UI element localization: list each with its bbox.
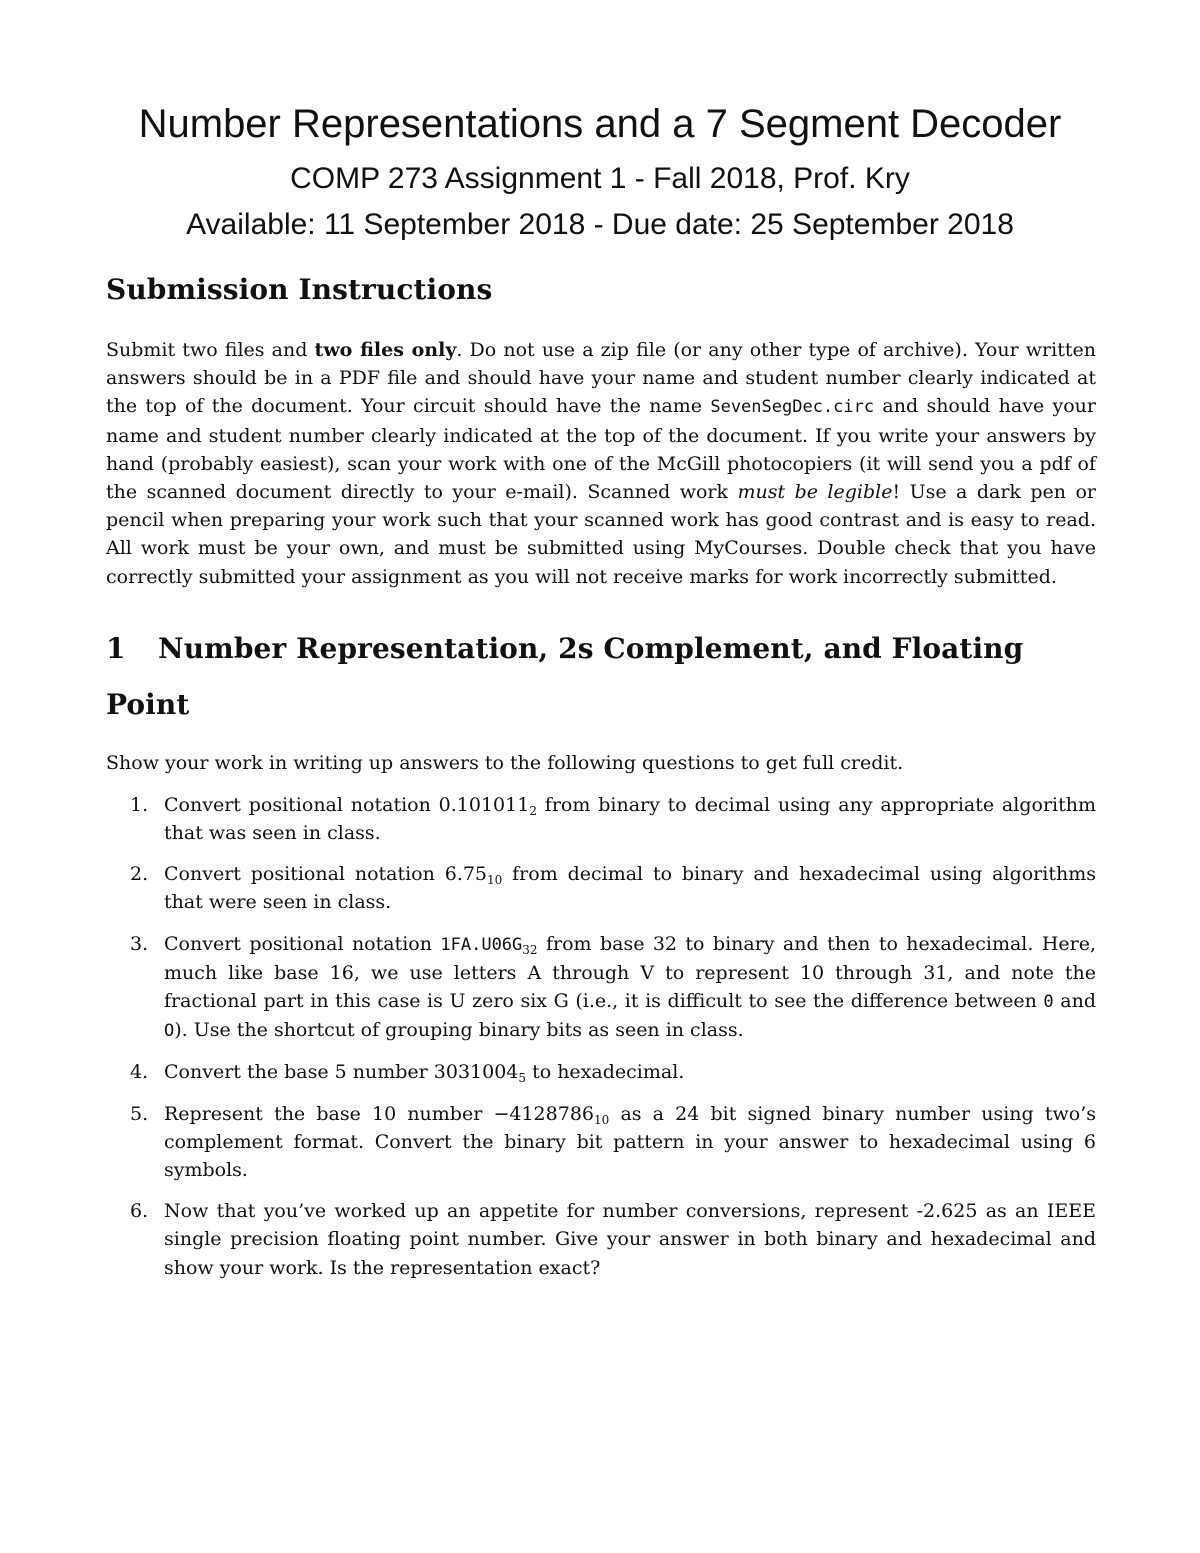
submission-text-end: ! Use a dark pen or pencil when preparing your work such that your scanned work has good contrast and is easy to read. All work must be your own, and must be submitted using MyCourses. Double check that you have correctly submitted your assignment as you will not receive marks for work incorrectly submitted.	[106, 481, 1097, 588]
question-1	[106, 791, 1096, 847]
question-2	[106, 860, 1096, 916]
question-text: ). Use the shortcut of grouping binary bits as seen in class.	[174, 1019, 744, 1042]
question-list	[106, 791, 1096, 1282]
question-number: 2.	[130, 863, 149, 886]
document-body	[106, 262, 1096, 1295]
base-subscript: 5	[518, 1071, 527, 1086]
base-subscript: 10	[594, 1112, 610, 1127]
question-text: to hexadecimal.	[526, 1061, 685, 1084]
section-intro: Show your work in writing up answers to the following questions to get full credit.	[106, 751, 904, 774]
submission-text-mid1: . Do not use a zip file (or any other type of archive). Your written answers should be in a PDF file and should have your name and student number clearly indicated at the top of the document. Your circuit should have the name	[106, 339, 1096, 418]
question-number: 4.	[130, 1061, 149, 1084]
question-5	[106, 1100, 1096, 1185]
dates-line: Available: 11 September 2018 - Due date: 25 September 2018	[186, 208, 1014, 241]
base32-number: 1FA.U06G	[440, 934, 523, 955]
submission-text-mid2: and should have your name and student number clearly indicated at the top of the document. If you write your answers by hand (probably easiest), scan your work with one of the McGill photocopiers (it will send you a pdf of the scanned document directly to your e-mail). Scanned work	[106, 395, 1096, 504]
section-title: Number Representation, 2s Complement, and Floating Point	[106, 631, 1024, 721]
question-text: from binary to decimal using any appropriate algorithm that was seen in class.	[164, 793, 1096, 845]
question-number: 1.	[130, 793, 149, 816]
question-text: as a 24 bit signed binary number using two’s complement format. Convert the binary bit pattern in your answer to hexadecimal using 6 symbols.	[164, 1102, 1096, 1182]
question-text: from decimal to binary and hexadecimal using algorithms that were seen in class.	[164, 863, 1096, 914]
circuit-filename: SevenSegDec.circ	[710, 397, 875, 418]
zero-glyph: 0	[1043, 992, 1054, 1013]
question-6	[106, 1197, 1096, 1282]
submission-paragraph	[106, 336, 1096, 591]
title-block	[0, 98, 1200, 248]
course-line: COMP 273 Assignment 1 - Fall 2018, Prof. Kry	[290, 162, 910, 195]
question-text: Convert positional notation 6.75	[164, 863, 488, 886]
base-subscript: 2	[529, 803, 537, 818]
section-number: 1	[106, 631, 126, 665]
question-text: Convert the base 5 number 3031004	[164, 1061, 519, 1084]
question-number: 5.	[130, 1102, 149, 1125]
question-text: and	[1053, 990, 1096, 1013]
base-subscript: 10	[487, 873, 503, 888]
question-text: from base 32 to binary and then to hexadecimal. Here, much like base 16, we use letters A through V to represent 10 through 31, and note the fractional part in this case is U zero six G (i.e., it is difficult to see the difference between	[164, 932, 1097, 1013]
submission-heading: Submission Instructions	[106, 273, 493, 306]
question-text: Now that you’ve worked up an appetite for number conversions, represent -2.625 as an IEEE single precision floating point number. Give your answer in both binary and hexadecimal and show your work. Is the representation exact?	[164, 1200, 1096, 1279]
submission-italic-text: must be legible	[737, 481, 893, 504]
letter-o-glyph: O	[164, 1021, 175, 1042]
question-text: Convert positional notation	[164, 932, 441, 955]
document-title: Number Representations and a 7 Segment Decoder	[138, 102, 1062, 146]
base-subscript: 32	[522, 942, 538, 957]
question-text: Convert positional notation 0.101011	[164, 793, 530, 816]
question-text: Represent the base 10 number −4128786	[164, 1102, 594, 1125]
question-number: 6.	[130, 1200, 149, 1223]
section-1-heading	[106, 621, 1096, 733]
question-4	[106, 1058, 1096, 1086]
question-number: 3.	[130, 932, 149, 955]
submission-bold-text: two files only	[314, 339, 457, 361]
question-3	[106, 930, 1096, 1046]
submission-text-start: Submit two files and	[106, 339, 315, 361]
